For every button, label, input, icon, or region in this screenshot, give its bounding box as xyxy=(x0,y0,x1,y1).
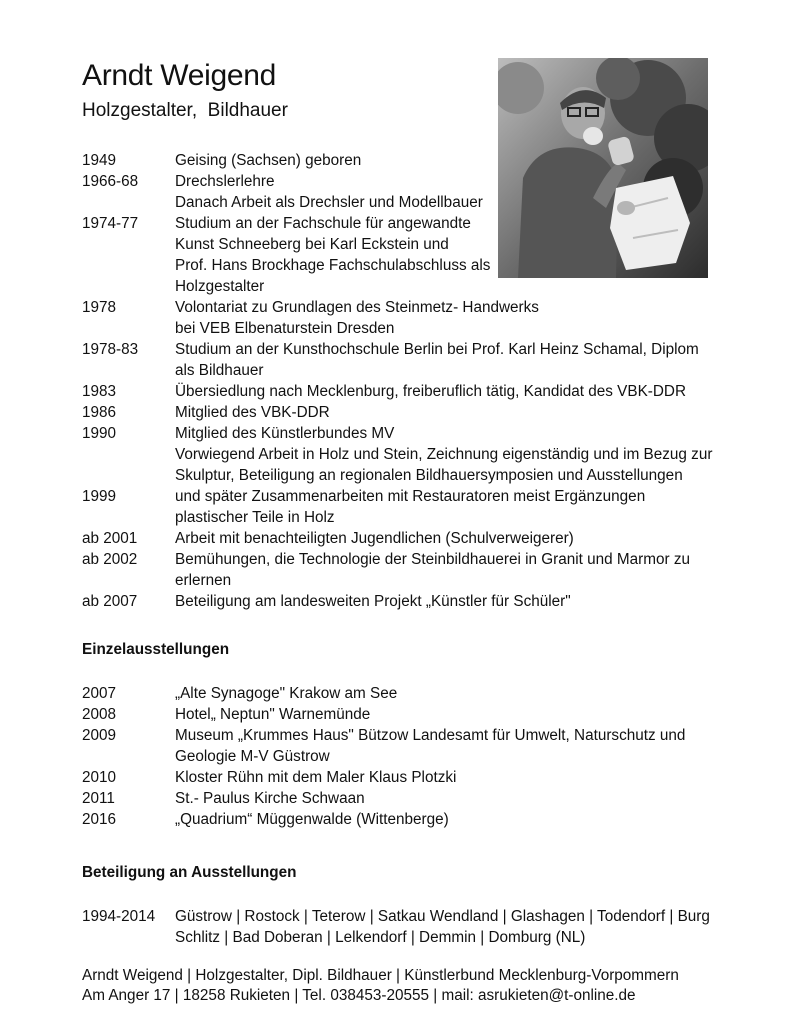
timeline-text-line: Danach Arbeit als Drechsler und Modellbauer xyxy=(175,194,483,211)
timeline-text-line: Arbeit mit benachteiligten Jugendlichen (Schulverweigerer) xyxy=(175,530,574,547)
timeline-row xyxy=(82,486,722,528)
timeline-year: 1990 xyxy=(82,425,117,442)
timeline-year: 1978-83 xyxy=(82,341,139,358)
timeline-description xyxy=(175,528,722,549)
timeline-year: ab 2001 xyxy=(82,530,138,547)
timeline-description xyxy=(175,339,722,381)
footer-contact xyxy=(82,966,679,1006)
timeline-row xyxy=(82,171,722,213)
timeline-year: 1999 xyxy=(82,488,117,505)
timeline-description xyxy=(175,704,722,725)
timeline-text-line: als Bildhauer xyxy=(175,362,264,379)
timeline-text-line: Skulptur, Beteiligung an regionalen Bildhauersymposien und Ausstellungen xyxy=(175,467,683,484)
timeline-description xyxy=(175,486,722,528)
timeline-row xyxy=(82,725,722,767)
timeline-year: 2007 xyxy=(82,685,117,702)
timeline-row xyxy=(82,150,722,171)
timeline-text-line: und später Zusammenarbeiten mit Restauratoren meist Ergänzungen xyxy=(175,488,646,505)
timeline-text-line: Kloster Rühn mit dem Maler Klaus Plotzki xyxy=(175,769,457,786)
timeline-text-line: St.- Paulus Kirche Schwaan xyxy=(175,790,365,807)
timeline-year: 2011 xyxy=(82,790,115,807)
timeline-row xyxy=(82,906,722,948)
group-exhibitions-list xyxy=(82,906,722,948)
timeline-year: ab 2007 xyxy=(82,593,138,610)
timeline-text-line: „Alte Synagoge" Krakow am See xyxy=(175,685,398,702)
timeline-description xyxy=(175,767,722,788)
timeline-text-line: erlernen xyxy=(175,572,232,589)
timeline-text-line: Güstrow | Rostock | Teterow | Satkau Wendland | Glashagen | Todendorf | Burg xyxy=(175,908,710,925)
timeline-text-line: Geising (Sachsen) geboren xyxy=(175,152,362,169)
timeline-text-line: „Quadrium“ Müggenwalde (Wittenberge) xyxy=(175,811,449,828)
timeline-text-line: Hotel„ Neptun" Warnemünde xyxy=(175,706,371,723)
timeline-text-line: Studium an der Kunsthochschule Berlin bei Prof. Karl Heinz Schamal, Diplom xyxy=(175,341,699,358)
timeline-row xyxy=(82,704,722,725)
page-subtitle: Holzgestalter, Bildhauer xyxy=(82,100,288,121)
timeline-row xyxy=(82,423,722,486)
timeline-description xyxy=(175,809,722,830)
timeline-year: 2008 xyxy=(82,706,117,723)
timeline-year: 1966-68 xyxy=(82,173,139,190)
group-exhibitions-heading: Beteiligung an Ausstellungen xyxy=(82,864,297,881)
solo-exhibitions-heading: Einzelausstellungen xyxy=(82,641,230,658)
timeline-text-line: Bemühungen, die Technologie der Steinbildhauerei in Granit und Marmor zu xyxy=(175,551,691,568)
timeline-text-line: Drechslerlehre xyxy=(175,173,275,190)
timeline-row xyxy=(82,683,722,704)
timeline-description xyxy=(175,213,722,297)
timeline-text-line: Schlitz | Bad Doberan | Lelkendorf | Demmin | Domburg (NL) xyxy=(175,929,586,946)
timeline-description xyxy=(175,725,722,767)
timeline-row xyxy=(82,339,722,381)
timeline-year: 1974-77 xyxy=(82,215,139,232)
timeline-row xyxy=(82,528,722,549)
timeline-row xyxy=(82,809,722,830)
timeline-year: ab 2002 xyxy=(82,551,138,568)
timeline-row xyxy=(82,381,722,402)
timeline-year: 1983 xyxy=(82,383,117,400)
solo-exhibitions-list xyxy=(82,683,722,830)
footer-line-1: Arndt Weigend | Holzgestalter, Dipl. Bildhauer | Künstlerbund Mecklenburg-Vorpommern xyxy=(82,967,679,984)
timeline-description xyxy=(175,906,722,948)
timeline-description xyxy=(175,683,722,704)
timeline-text-line: Holzgestalter xyxy=(175,278,265,295)
timeline-year: 1986 xyxy=(82,404,117,421)
timeline-text-line: Studium an der Fachschule für angewandte xyxy=(175,215,471,232)
timeline-row xyxy=(82,549,722,591)
timeline-year: 1978 xyxy=(82,299,117,316)
timeline-row xyxy=(82,788,722,809)
timeline-description xyxy=(175,549,722,591)
timeline-row xyxy=(82,297,722,339)
timeline-description xyxy=(175,381,722,402)
footer-line-2: Am Anger 17 | 18258 Rukieten | Tel. 038453-20555 | mail: asrukieten@t-online.de xyxy=(82,987,636,1004)
timeline-text-line: Übersiedlung nach Mecklenburg, freiberuflich tätig, Kandidat des VBK-DDR xyxy=(175,383,687,400)
timeline-description xyxy=(175,591,722,612)
timeline-row xyxy=(82,591,722,612)
timeline-text-line: Volontariat zu Grundlagen des Steinmetz- Handwerks xyxy=(175,299,539,316)
timeline-row xyxy=(82,402,722,423)
page-title: Arndt Weigend xyxy=(82,59,277,92)
timeline-text-line: Mitglied des VBK-DDR xyxy=(175,404,330,421)
timeline-year: 2009 xyxy=(82,727,117,744)
timeline-description xyxy=(175,402,722,423)
timeline-text-line: plastischer Teile in Holz xyxy=(175,509,335,526)
timeline-description xyxy=(175,788,722,809)
timeline-text-line: Museum „Krummes Haus" Bützow Landesamt für Umwelt, Naturschutz und xyxy=(175,727,686,744)
timeline-year: 1949 xyxy=(82,152,117,169)
timeline-text-line: Geologie M-V Güstrow xyxy=(175,748,330,765)
biography-list xyxy=(82,150,722,612)
timeline-year: 2010 xyxy=(82,769,117,786)
timeline-text-line: Kunst Schneeberg bei Karl Eckstein und xyxy=(175,236,449,253)
timeline-description xyxy=(175,297,722,339)
timeline-text-line: bei VEB Elbenaturstein Dresden xyxy=(175,320,395,337)
timeline-row xyxy=(82,213,722,297)
timeline-description xyxy=(175,150,722,171)
timeline-row xyxy=(82,767,722,788)
timeline-year: 2016 xyxy=(82,811,117,828)
timeline-text-line: Mitglied des Künstlerbundes MV xyxy=(175,425,395,442)
timeline-year: 1994-2014 xyxy=(82,908,156,925)
timeline-text-line: Beteiligung am landesweiten Projekt „Künstler für Schüler" xyxy=(175,593,571,610)
timeline-text-line: Prof. Hans Brockhage Fachschulabschluss als xyxy=(175,257,491,274)
timeline-text-line: Vorwiegend Arbeit in Holz und Stein, Zeichnung eigenständig und im Bezug zur xyxy=(175,446,713,463)
timeline-description xyxy=(175,171,722,213)
timeline-description xyxy=(175,423,722,486)
